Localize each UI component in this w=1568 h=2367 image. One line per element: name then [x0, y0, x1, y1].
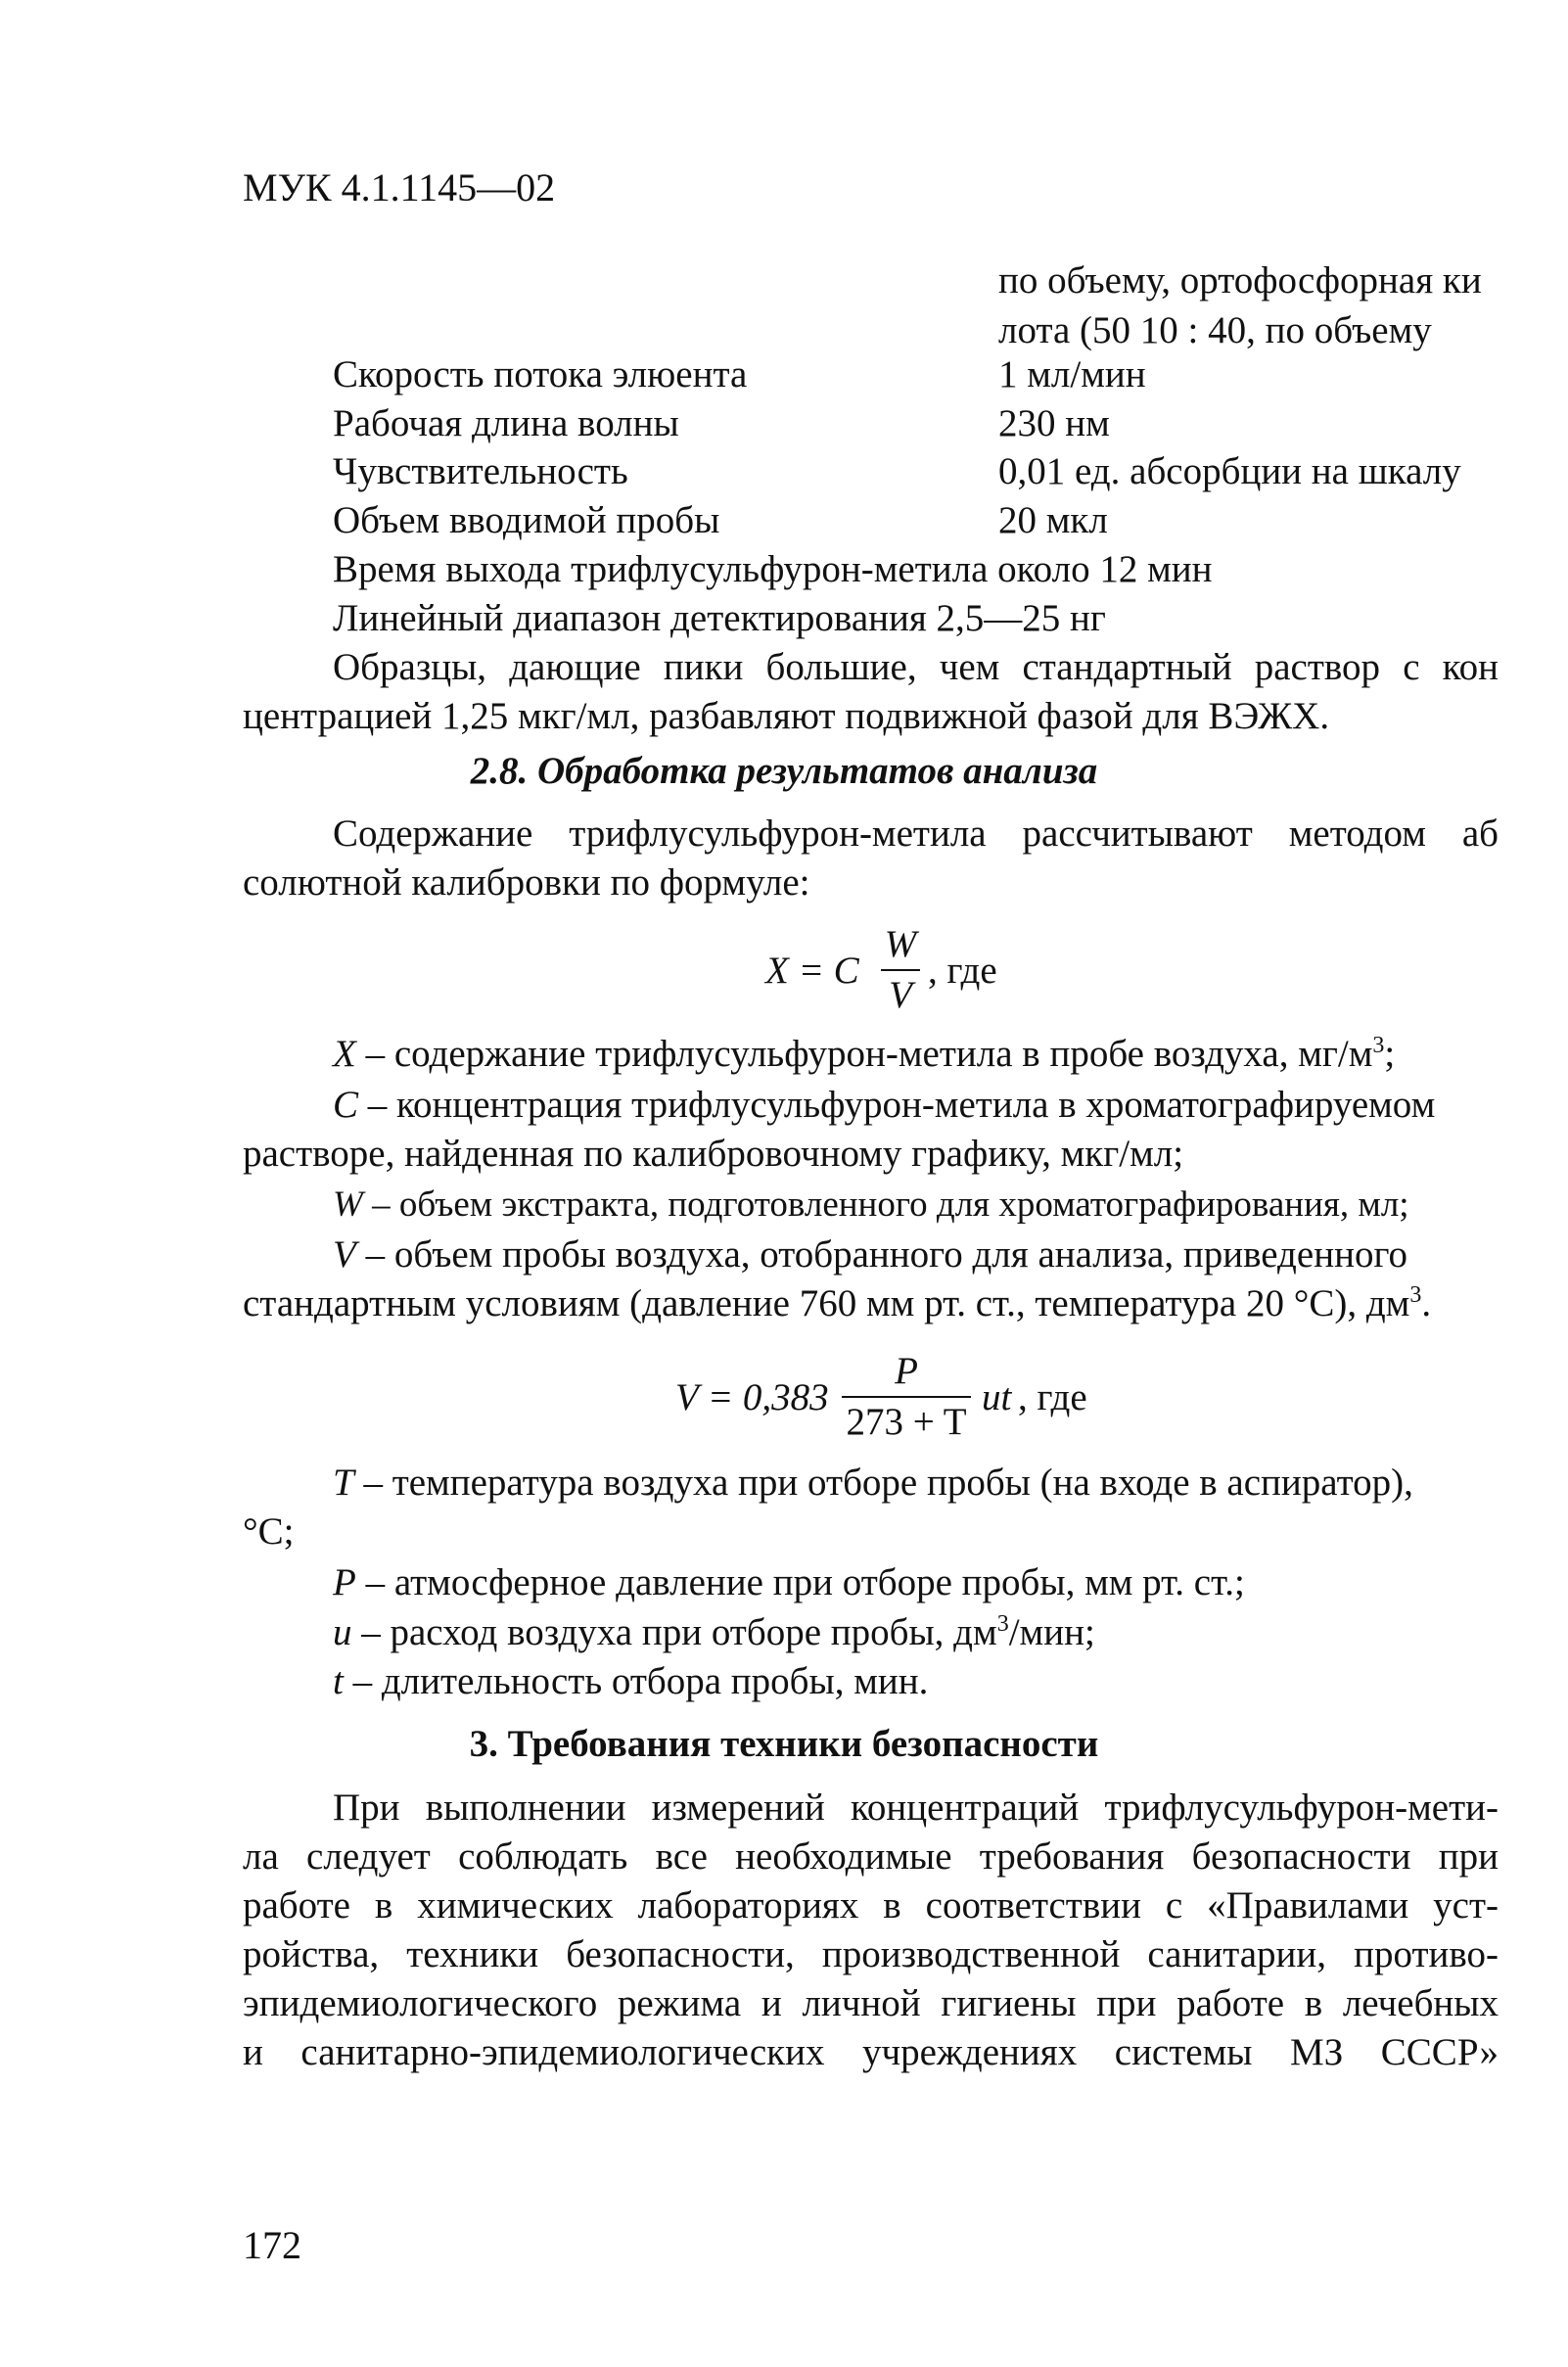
samples-paragraph-line-1: Образцы, дающие пики большие, чем стандартный раствор с кон: [333, 646, 1499, 688]
formula-1-denominator: V: [889, 974, 912, 1016]
definition-x-text: – содержание трифлусульфурон-метила в пробе воздуха, мг/м: [355, 1033, 1373, 1075]
formula-2-ut: ut: [982, 1376, 1012, 1418]
symbol-w: W: [333, 1184, 363, 1225]
definition-t: [333, 1459, 1413, 1508]
definition-x-end: ;: [1384, 1033, 1396, 1075]
definition-p-text: – атмосферное давление при отборе пробы, мм рт. ст.;: [355, 1561, 1245, 1603]
definition-w: [333, 1181, 1409, 1230]
definition-v-text: – объем пробы воздуха, отобранного для анализа, приведенного: [355, 1233, 1407, 1276]
param-retention-time: Время выхода трифлусульфурон-метила около 12 мин: [333, 548, 1213, 590]
samples-paragraph-line-2: центрацией 1,25 мкг/мл, разбавляют подвижной фазой для ВЭЖХ.: [243, 695, 1330, 737]
formula-1-lhs: X = C: [765, 950, 859, 992]
symbol-x: X: [333, 1033, 356, 1075]
definition-t-unit: °С;: [243, 1510, 295, 1553]
document-header: МУК 4.1.1145—02: [243, 165, 556, 209]
section-3-line-2: ла следует соблюдать все необходимые требования безопасности при: [243, 1835, 1499, 1878]
section-3-line-4: ройства, техники безопасности, производственной санитарии, противо-: [243, 1933, 1499, 1975]
definition-u-text: – расход воздуха при отборе пробы, дм: [351, 1611, 997, 1653]
definition-p: [333, 1558, 1245, 1607]
formula-2-numerator: P: [895, 1350, 918, 1392]
definition-duration-text: – длительность отбора пробы, мин.: [343, 1660, 929, 1702]
symbol-c: C: [333, 1084, 359, 1126]
section-heading-3: 3. Требования техники безопасности: [469, 1723, 1099, 1765]
param-label-sensitivity: Чувствительность: [333, 450, 628, 492]
mobile-phase-continuation-2: лота (50 10 : 40, по объему: [998, 309, 1432, 351]
formula-2-fraction: [842, 1347, 971, 1447]
section-2-8-line-1: Содержание трифлусульфурон-метила рассчитывают методом аб: [333, 812, 1499, 855]
superscript: 3: [996, 1611, 1009, 1637]
param-label-wavelength: Рабочая длина волны: [333, 402, 679, 444]
param-value-wavelength: 230 нм: [998, 402, 1110, 444]
definition-w-text: – объем экстракта, подготовленного для хроматографирования, мл;: [362, 1184, 1409, 1225]
section-2-8-line-2: солютной калибровки по формуле:: [243, 861, 810, 904]
section-3-line-5: эпидемиологического режима и личной гигиены при работе в лечебных: [243, 1982, 1499, 2024]
superscript: 3: [1409, 1282, 1422, 1308]
section-heading-2-8: 2.8. Обработка результатов анализа: [470, 750, 1098, 792]
definition-u: [333, 1608, 1095, 1657]
formula-2-tail: , где: [1018, 1376, 1087, 1418]
definition-v-text-2: стандартным условиям (давление 760 мм рт. ст., температура 20 °С), дм: [243, 1282, 1410, 1324]
formula-2-denominator: 273 + T: [846, 1401, 967, 1443]
section-3-line-3: работе в химических лабораториях в соответствии с «Правилами уст-: [243, 1884, 1499, 1926]
param-linear-range: Линейный диапазон детектирования 2,5—25 нг: [333, 597, 1106, 639]
symbol-t-small: t: [333, 1660, 344, 1702]
param-value-sensitivity: 0,01 ед. абсорбции на шкалу: [998, 450, 1461, 492]
formula-1-tail: , где: [928, 950, 997, 992]
definition-c-text: – концентрация трифлусульфурон-метила в хроматографируемом: [358, 1084, 1436, 1126]
definition-u-end: /мин;: [1008, 1611, 1095, 1653]
param-value-injection-volume: 20 мкл: [998, 499, 1108, 541]
definition-t-text: – температура воздуха при отборе пробы (на входе в аспиратор),: [353, 1462, 1413, 1504]
definition-v-line-2: [243, 1279, 1431, 1328]
mobile-phase-continuation-1: по объему, ортофосфорная ки: [998, 259, 1482, 302]
page-number: 172: [243, 2223, 301, 2267]
formula-1-numerator: W: [884, 923, 917, 965]
symbol-v: V: [333, 1233, 356, 1276]
section-3-line-6: и санитарно-эпидемиологических учреждениях системы МЗ СССР»: [243, 2031, 1499, 2073]
section-3-line-1: При выполнении измерений концентраций трифлусульфурон-мети-: [333, 1787, 1499, 1829]
definition-c-line-1: [333, 1081, 1435, 1130]
param-value-flow-rate: 1 мл/мин: [998, 353, 1146, 395]
formula-1-fraction: [881, 920, 920, 1020]
definition-x: [333, 1030, 1395, 1079]
definition-c-line-2: растворе, найденная по калибровочному графику, мкг/мл;: [243, 1133, 1184, 1175]
symbol-u: u: [333, 1611, 352, 1653]
definition-v-end: .: [1421, 1282, 1432, 1324]
formula-2-lhs: V = 0,383: [675, 1376, 829, 1418]
superscript: 3: [1372, 1033, 1385, 1058]
symbol-p: P: [333, 1561, 356, 1603]
definition-duration: [333, 1657, 928, 1706]
param-label-flow-rate: Скорость потока элюента: [333, 353, 748, 395]
definition-v-line-1: [333, 1230, 1407, 1279]
symbol-t: T: [333, 1462, 354, 1504]
param-label-injection-volume: Объем вводимой пробы: [333, 499, 720, 541]
